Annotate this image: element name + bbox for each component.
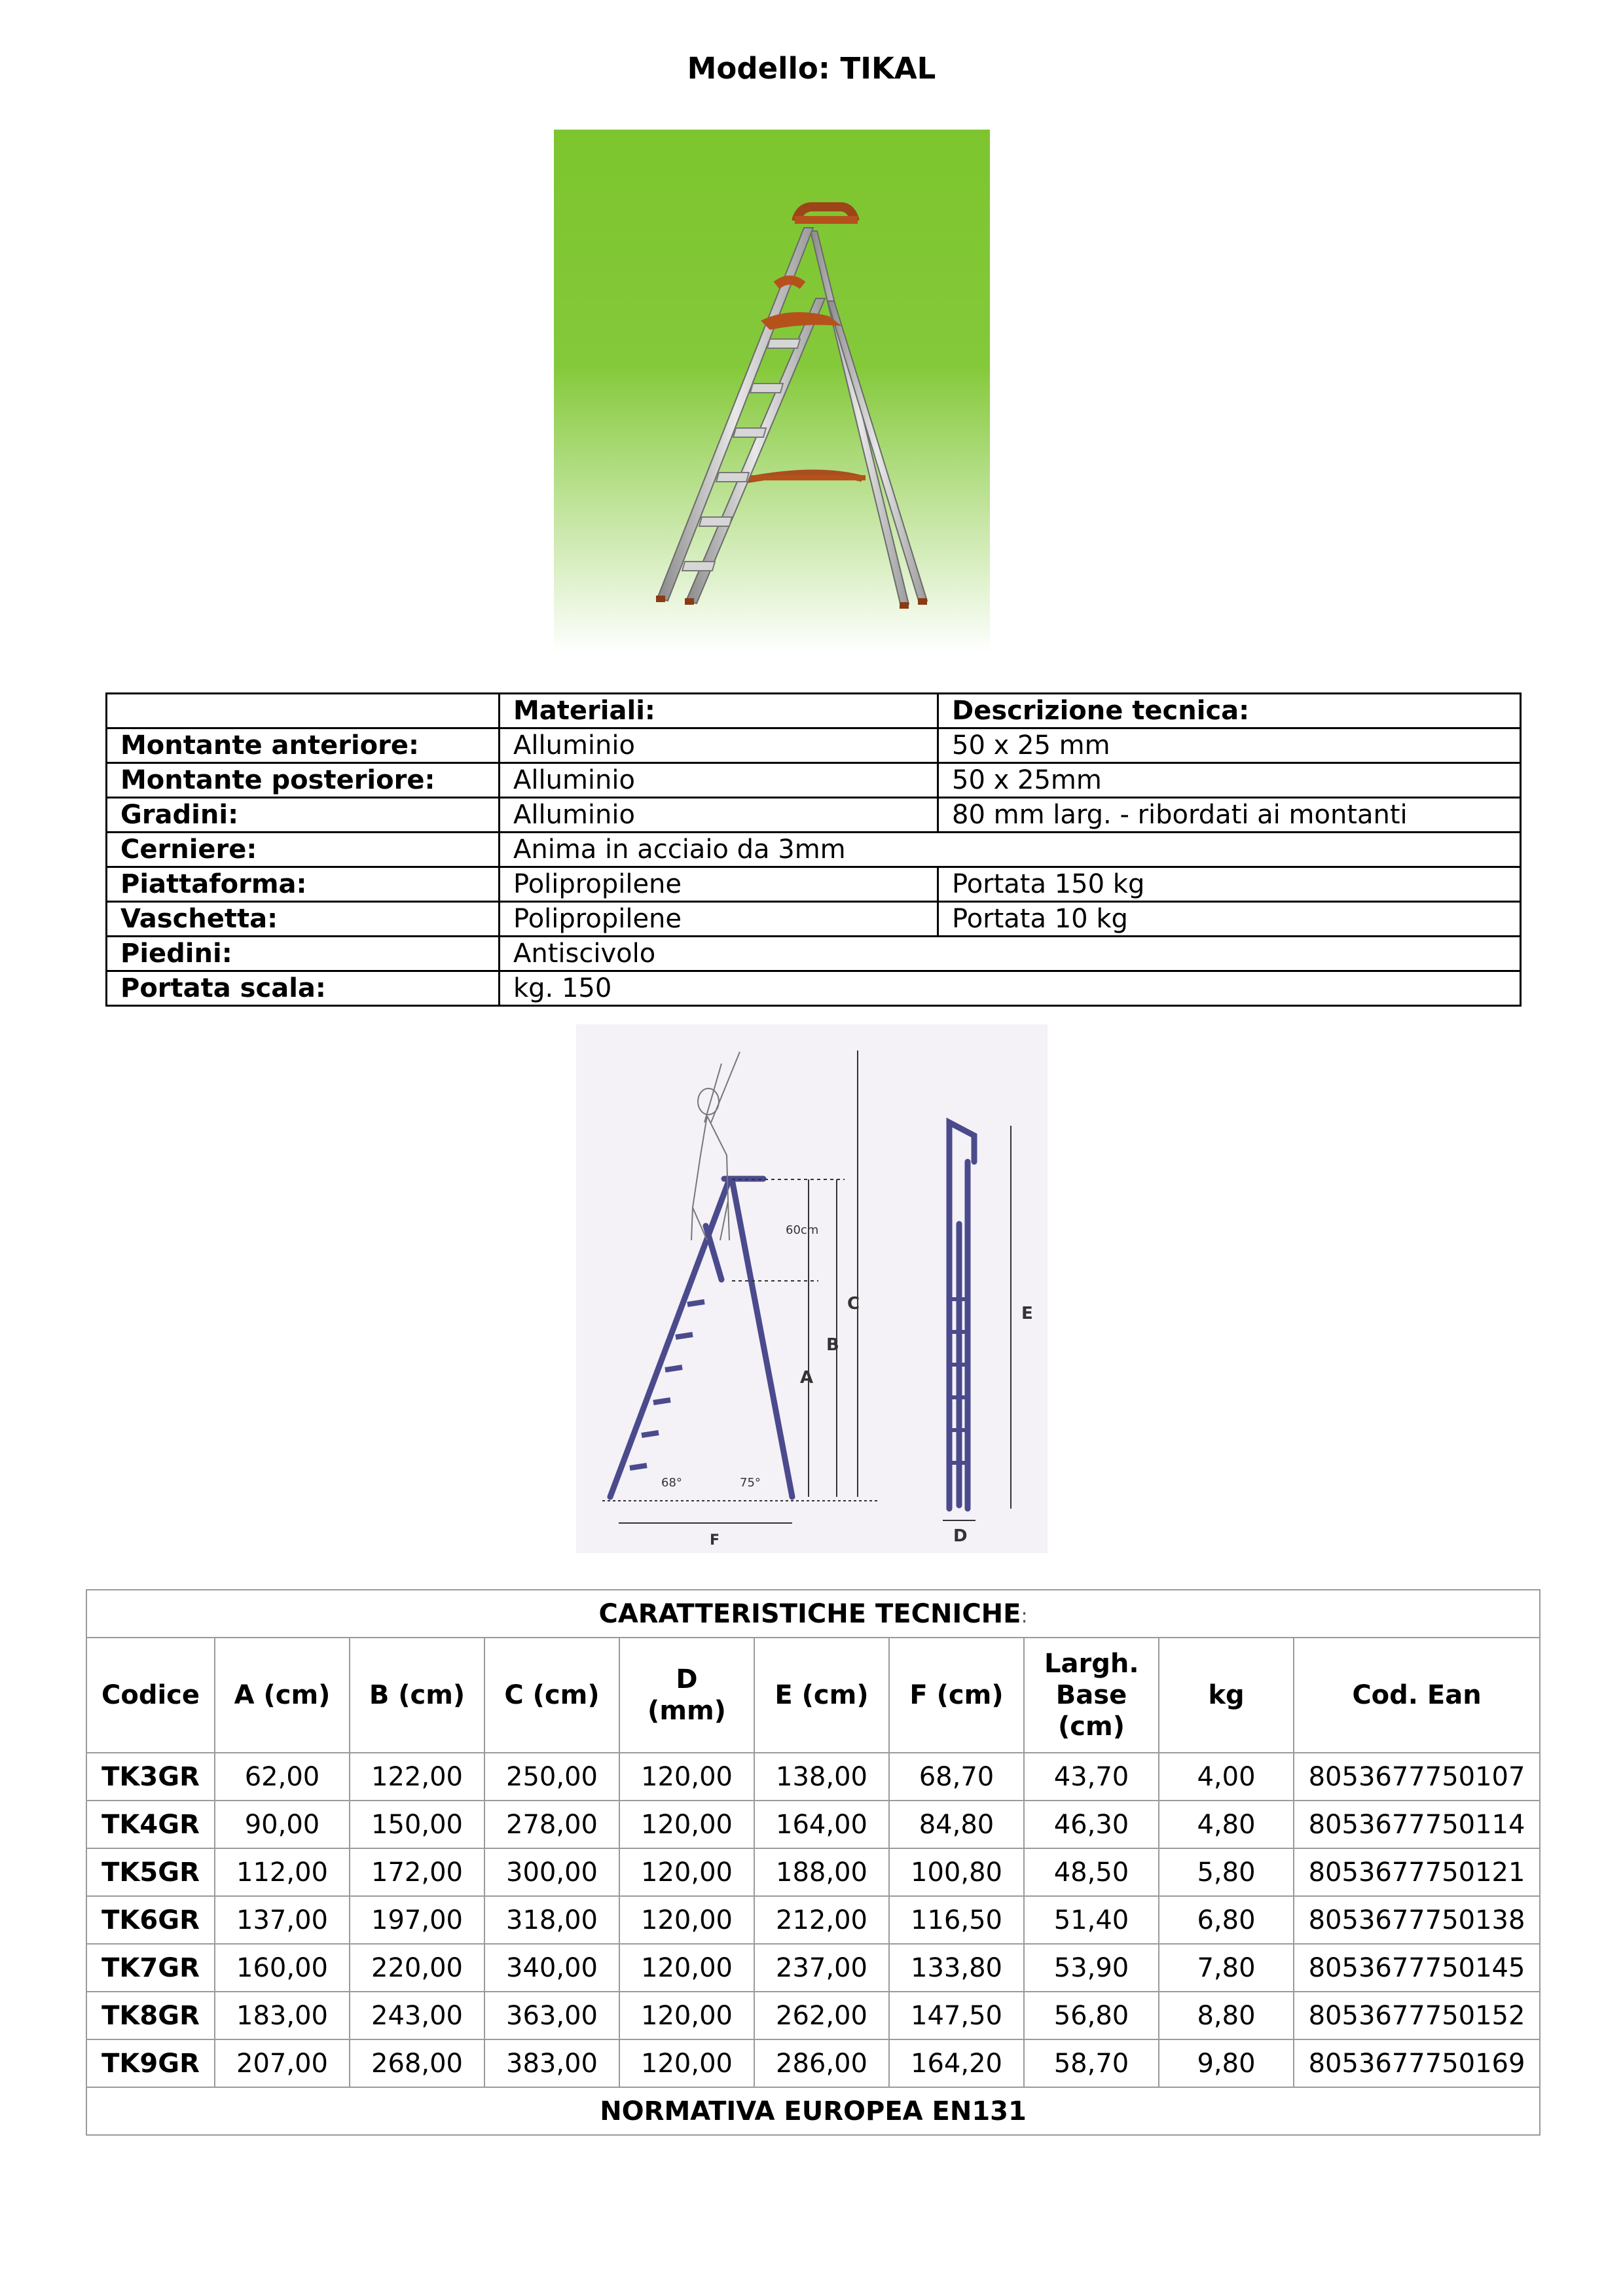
spec-material: Alluminio <box>500 798 938 833</box>
cell-e: 237,00 <box>754 1944 889 1992</box>
cell-d: 120,00 <box>619 1944 754 1992</box>
diagram-label-d: D <box>953 1526 968 1546</box>
spec-description: 80 mm larg. - ribordati ai montanti <box>938 798 1521 833</box>
diagram-label-b: B <box>826 1335 839 1355</box>
page-title: Modello: TIKAL <box>687 51 936 86</box>
cell-b: 220,00 <box>350 1944 484 1992</box>
cell-ean: 8053677750121 <box>1294 1848 1540 1896</box>
specs-row <box>107 971 1521 1006</box>
cell-d: 120,00 <box>619 2039 754 2087</box>
cell-f: 84,80 <box>889 1801 1024 1848</box>
tech-header-row <box>86 1638 1540 1753</box>
specs-row <box>107 728 1521 763</box>
spec-label: Portata scala: <box>107 971 500 1006</box>
cell-ean: 8053677750107 <box>1294 1753 1540 1801</box>
spec-material: Alluminio <box>500 728 938 763</box>
specs-header-cell <box>107 694 500 728</box>
tech-footer: NORMATIVA EUROPEA EN131 <box>86 2087 1540 2135</box>
table-row <box>86 1753 1540 1801</box>
column-header: F (cm) <box>889 1638 1024 1753</box>
cell-f: 164,20 <box>889 2039 1024 2087</box>
table-row <box>86 1801 1540 1848</box>
cell-kg: 4,80 <box>1159 1801 1294 1848</box>
cell-kg: 4,00 <box>1159 1753 1294 1801</box>
cell-f: 133,80 <box>889 1944 1024 1992</box>
specs-table <box>105 692 1522 1007</box>
cell-d: 120,00 <box>619 1848 754 1896</box>
cell-d: 120,00 <box>619 1801 754 1848</box>
cell-c: 278,00 <box>484 1801 619 1848</box>
tech-table <box>86 1589 1541 2136</box>
specs-header-cell: Materiali: <box>500 694 938 728</box>
cell-ean: 8053677750138 <box>1294 1896 1540 1944</box>
cell-c: 250,00 <box>484 1753 619 1801</box>
cell-base: 58,70 <box>1024 2039 1159 2087</box>
cell-c: 300,00 <box>484 1848 619 1896</box>
cell-c: 318,00 <box>484 1896 619 1944</box>
column-header: Codice <box>86 1638 215 1753</box>
cell-ean: 8053677750145 <box>1294 1944 1540 1992</box>
cell-a: 183,00 <box>215 1992 350 2039</box>
diagram-angle-front: 68° <box>661 1476 682 1490</box>
cell-code: TK7GR <box>86 1944 215 1992</box>
diagram-angle-back: 75° <box>740 1476 761 1490</box>
diagram-label-60cm: 60cm <box>786 1223 819 1237</box>
table-row <box>86 1896 1540 1944</box>
cell-kg: 5,80 <box>1159 1848 1294 1896</box>
cell-d: 120,00 <box>619 1992 754 2039</box>
cell-kg: 7,80 <box>1159 1944 1294 1992</box>
cell-c: 383,00 <box>484 2039 619 2087</box>
table-row <box>86 2039 1540 2087</box>
cell-f: 116,50 <box>889 1896 1024 1944</box>
tech-caption-text: CARATTERISTICHE TECNICHE <box>598 1598 1021 1629</box>
spec-label: Piedini: <box>107 937 500 971</box>
specs-row <box>107 867 1521 902</box>
diagram-label-c: C <box>847 1294 860 1314</box>
cell-base: 51,40 <box>1024 1896 1159 1944</box>
spec-material: Polipropilene <box>500 902 938 937</box>
cell-kg: 9,80 <box>1159 2039 1294 2087</box>
spec-description: 50 x 25mm <box>938 763 1521 798</box>
cell-ean: 8053677750114 <box>1294 1801 1540 1848</box>
cell-e: 188,00 <box>754 1848 889 1896</box>
tech-footer-row <box>86 2087 1540 2135</box>
cell-a: 207,00 <box>215 2039 350 2087</box>
specs-header-cell: Descrizione tecnica: <box>938 694 1521 728</box>
cell-base: 46,30 <box>1024 1801 1159 1848</box>
column-header: D (mm) <box>619 1638 754 1753</box>
tech-caption-colon: : <box>1021 1604 1028 1628</box>
spec-material: Antiscivolo <box>500 937 1521 971</box>
cell-b: 172,00 <box>350 1848 484 1896</box>
cell-a: 112,00 <box>215 1848 350 1896</box>
spec-material: Anima in acciaio da 3mm <box>500 833 1521 867</box>
column-header: Cod. Ean <box>1294 1638 1540 1753</box>
specs-row <box>107 937 1521 971</box>
cell-code: TK8GR <box>86 1992 215 2039</box>
cell-code: TK5GR <box>86 1848 215 1896</box>
cell-e: 164,00 <box>754 1801 889 1848</box>
spec-material: Alluminio <box>500 763 938 798</box>
tech-caption <box>86 1590 1540 1638</box>
column-header: C (cm) <box>484 1638 619 1753</box>
cell-b: 150,00 <box>350 1801 484 1848</box>
cell-b: 197,00 <box>350 1896 484 1944</box>
cell-a: 160,00 <box>215 1944 350 1992</box>
cell-e: 286,00 <box>754 2039 889 2087</box>
cell-code: TK9GR <box>86 2039 215 2087</box>
cell-kg: 6,80 <box>1159 1896 1294 1944</box>
column-header: kg <box>1159 1638 1294 1753</box>
spec-label: Montante posteriore: <box>107 763 500 798</box>
cell-a: 90,00 <box>215 1801 350 1848</box>
cell-base: 43,70 <box>1024 1753 1159 1801</box>
cell-e: 212,00 <box>754 1896 889 1944</box>
cell-d: 120,00 <box>619 1896 754 1944</box>
cell-c: 340,00 <box>484 1944 619 1992</box>
cell-b: 122,00 <box>350 1753 484 1801</box>
cell-f: 147,50 <box>889 1992 1024 2039</box>
column-header: E (cm) <box>754 1638 889 1753</box>
spec-description: Portata 10 kg <box>938 902 1521 937</box>
cell-f: 68,70 <box>889 1753 1024 1801</box>
spec-label: Vaschetta: <box>107 902 500 937</box>
cell-b: 268,00 <box>350 2039 484 2087</box>
column-header: A (cm) <box>215 1638 350 1753</box>
diagram-label-f: F <box>710 1532 720 1549</box>
spec-material: Polipropilene <box>500 867 938 902</box>
diagram-label-e: E <box>1021 1304 1033 1323</box>
specs-row <box>107 902 1521 937</box>
cell-f: 100,80 <box>889 1848 1024 1896</box>
cell-code: TK3GR <box>86 1753 215 1801</box>
cell-code: TK4GR <box>86 1801 215 1848</box>
cell-base: 53,90 <box>1024 1944 1159 1992</box>
cell-e: 262,00 <box>754 1992 889 2039</box>
spec-label: Piattaforma: <box>107 867 500 902</box>
spec-label: Montante anteriore: <box>107 728 500 763</box>
cell-c: 363,00 <box>484 1992 619 2039</box>
table-row <box>86 1848 1540 1896</box>
tech-caption-row <box>86 1590 1540 1638</box>
ladder-diagram <box>576 1024 1048 1553</box>
spec-label: Gradini: <box>107 798 500 833</box>
spec-description: 50 x 25 mm <box>938 728 1521 763</box>
cell-base: 56,80 <box>1024 1992 1159 2039</box>
spec-material: kg. 150 <box>500 971 1521 1006</box>
column-header: B (cm) <box>350 1638 484 1753</box>
cell-kg: 8,80 <box>1159 1992 1294 2039</box>
cell-ean: 8053677750152 <box>1294 1992 1540 2039</box>
column-header: Largh. Base (cm) <box>1024 1638 1159 1753</box>
table-row <box>86 1944 1540 1992</box>
specs-header-row <box>107 694 1521 728</box>
specs-row <box>107 763 1521 798</box>
cell-ean: 8053677750169 <box>1294 2039 1540 2087</box>
cell-base: 48,50 <box>1024 1848 1159 1896</box>
spec-description: Portata 150 kg <box>938 867 1521 902</box>
spec-label: Cerniere: <box>107 833 500 867</box>
specs-row <box>107 798 1521 833</box>
cell-e: 138,00 <box>754 1753 889 1801</box>
cell-code: TK6GR <box>86 1896 215 1944</box>
cell-a: 62,00 <box>215 1753 350 1801</box>
table-row <box>86 1992 1540 2039</box>
cell-a: 137,00 <box>215 1896 350 1944</box>
cell-b: 243,00 <box>350 1992 484 2039</box>
ladder-photo <box>554 130 990 653</box>
specs-row <box>107 833 1521 867</box>
cell-d: 120,00 <box>619 1753 754 1801</box>
diagram-label-a: A <box>800 1368 814 1388</box>
